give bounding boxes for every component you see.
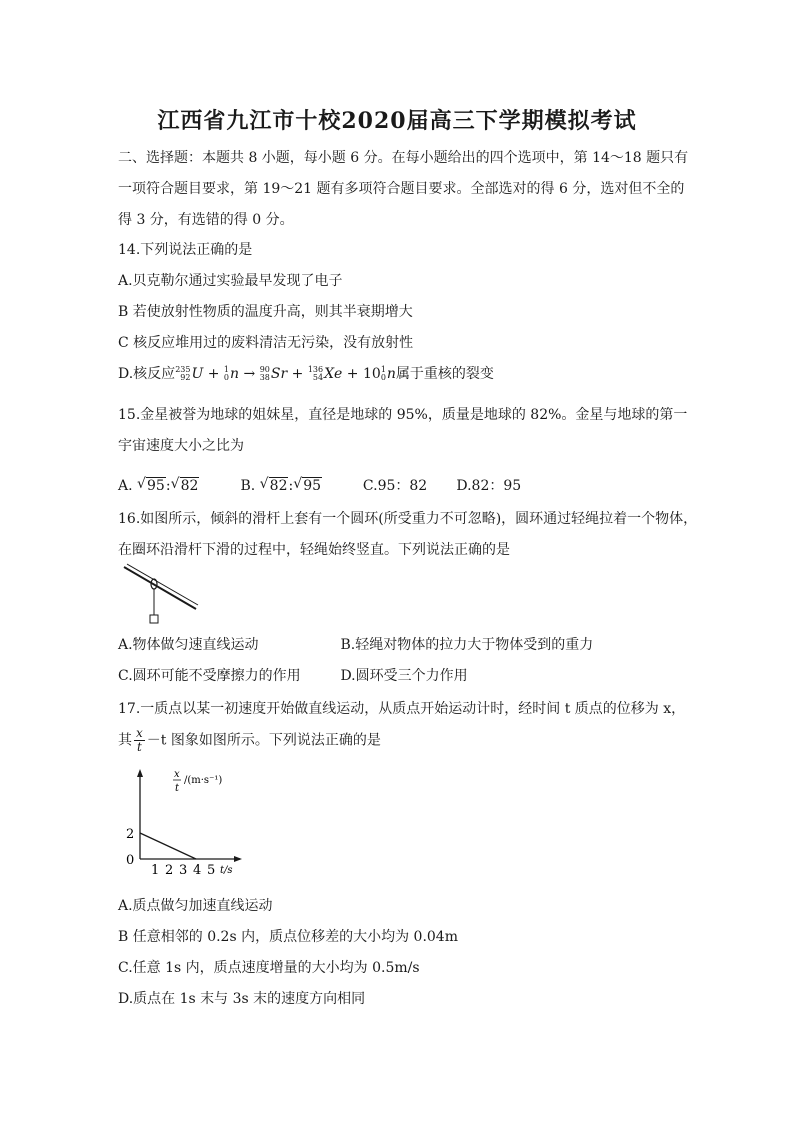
x-tick-label: 1 (151, 863, 160, 877)
data-line (140, 833, 196, 859)
instructions-line-1: 二、选择题：本题共 8 小题，每小题 6 分。在每小题给出的四个选项中，第 14～18 题只有 (118, 150, 689, 166)
xe-symbol: Xe (324, 366, 343, 382)
sliding-rod-diagram (118, 563, 200, 625)
plus-sign: + (287, 366, 308, 382)
q16-option-d: D.圆环受三个力作用 (340, 668, 468, 684)
q16-option-c: C.圆环可能不受摩擦力的作用 (118, 668, 301, 684)
y-axis-arrow (137, 769, 143, 777)
reaction-arrow: → (239, 366, 260, 382)
n2-charge-number: 0 (380, 373, 386, 382)
q16-option-a: A.物体做匀速直线运动 (118, 637, 259, 653)
option-label: A. (118, 478, 133, 494)
n2-symbol: n (386, 366, 396, 382)
q14-d-prefix: D.核反应 (118, 366, 176, 382)
x-over-t-fraction (134, 727, 145, 754)
u-charge-number: 92 (180, 373, 191, 382)
q15-stem-line-1: 15.金星被誉为地球的姐妹星，直径是地球的 95%，质量是地球的 82%。金星与地球的第一 (118, 407, 688, 423)
q16-stem-line-1: 16.如图所示，倾斜的滑杆上套有一个圆环(所受重力不可忽略)，圆环通过轻绳拉着一个物体， (118, 511, 698, 527)
u-mass-number: 235 (175, 365, 191, 374)
q14-stem: 14.下列说法正确的是 (118, 242, 253, 258)
x-over-t-graph (118, 765, 258, 877)
fraction-numerator: x (136, 726, 143, 740)
plus-ten: + 10 (342, 366, 381, 382)
x-axis-arrow (234, 856, 242, 862)
xe-charge-number: 54 (312, 373, 324, 382)
graph-ylabel-num: x (174, 769, 180, 780)
instructions-line-2: 一项符合题目要求，第 19～21 题有多项符合题目要求。全部选对的得 6 分，选对但不全的 (118, 181, 685, 197)
ratio-colon: : (165, 478, 171, 494)
sr-symbol: Sr (270, 366, 288, 382)
inclined-rod (124, 567, 196, 609)
radicand: 95 (147, 478, 165, 494)
graph-ylabel-unit: /(m·s⁻¹) (184, 775, 223, 786)
q17-option-c: C.任意 1s 内，质点速度增量的大小均为 0.5m/s (118, 960, 420, 976)
q14-option-d (118, 363, 494, 383)
q17-stem-line-1: 17.一质点以某一初速度开始做直线运动，从质点开始运动计时，经时间 t 质点的位移为 x， (118, 701, 686, 717)
stem-prefix: 其 (118, 732, 132, 749)
sr-charge-number: 38 (259, 373, 270, 382)
plus-sign: + (203, 366, 224, 382)
q14-option-b: B 若使放射性物质的温度升高，则其半衰期增大 (118, 304, 413, 320)
hanging-object (150, 615, 158, 623)
u-nuclide-numbers (175, 366, 190, 382)
sqrt-symbol (171, 477, 200, 494)
n2-mass-number: 1 (380, 365, 386, 374)
graph-ylabel-den: t (175, 783, 180, 794)
q14-option-a: A.贝克勒尔通过实验最早发现了电子 (118, 273, 343, 289)
q14-d-suffix: 属于重核的裂变 (395, 366, 494, 382)
q16-options-row-1 (118, 634, 593, 654)
sr-nuclide-numbers (260, 366, 270, 382)
x-tick-label: 3 (179, 863, 188, 877)
instructions-line-3: 得 3 分，有选错的得 0 分。 (118, 212, 294, 228)
origin-label: 0 (126, 853, 135, 868)
radicand: 82 (180, 478, 199, 494)
option-label: B. (240, 478, 256, 494)
xe-mass-number: 136 (307, 365, 324, 374)
q16-stem-line-2: 在圈环沿滑杆下滑的过程中，轻绳始终竖直。下列说法正确的是 (118, 542, 510, 558)
q15-option-d: D.82：95 (456, 478, 522, 494)
q15-option-b (240, 477, 358, 494)
page-title: 江西省九江市十校2020届高三下学期模拟考试 (157, 108, 637, 134)
sqrt-symbol (260, 477, 289, 494)
q15-option-a (118, 477, 236, 494)
q17-option-d: D.质点在 1s 末与 3s 末的速度方向相同 (118, 991, 366, 1007)
q16-options-row-2 (118, 665, 468, 685)
q15-option-c: C.95：82 (362, 478, 428, 494)
rod-edge (127, 564, 198, 605)
xe-nuclide-numbers (308, 366, 323, 382)
n-symbol: n (230, 366, 240, 382)
stem-suffix: －t 图象如图所示。下列说法正确的是 (146, 732, 381, 749)
n-charge-number: 0 (223, 373, 230, 382)
x-tick-label: 2 (165, 863, 174, 877)
radicand: 82 (269, 478, 288, 494)
q17-option-b: B 任意相邻的 0.2s 内，质点位移差的大小均为 0.04m (118, 929, 458, 945)
sr-mass-number: 90 (259, 365, 270, 374)
x-tick-label: 4 (193, 863, 202, 877)
q17-option-a: A.质点做匀加速直线运动 (118, 898, 273, 914)
radicand: 95 (303, 478, 322, 494)
x-tick-label: 5 (207, 863, 216, 877)
q17-stem-line-2 (118, 727, 381, 754)
n-mass-number: 1 (223, 365, 230, 374)
sqrt-symbol (137, 477, 166, 494)
q15-stem-line-2: 宇宙速度大小之比为 (118, 438, 244, 454)
q14-option-c: C 核反应堆用过的废料清洁无污染，没有放射性 (118, 335, 414, 351)
ratio-colon: : (288, 478, 294, 494)
sqrt-symbol (293, 477, 322, 494)
fraction-denominator: t (136, 740, 142, 754)
n2-nuclide-numbers (381, 366, 386, 382)
q16-option-b: B.轻绳对物体的拉力大于物体受到的重力 (340, 637, 594, 653)
n-nuclide-numbers (224, 366, 229, 382)
u-symbol: U (191, 366, 204, 382)
y-tick-label: 2 (126, 827, 135, 842)
q15-options (118, 475, 521, 495)
x-axis-label: t/s (220, 865, 233, 876)
